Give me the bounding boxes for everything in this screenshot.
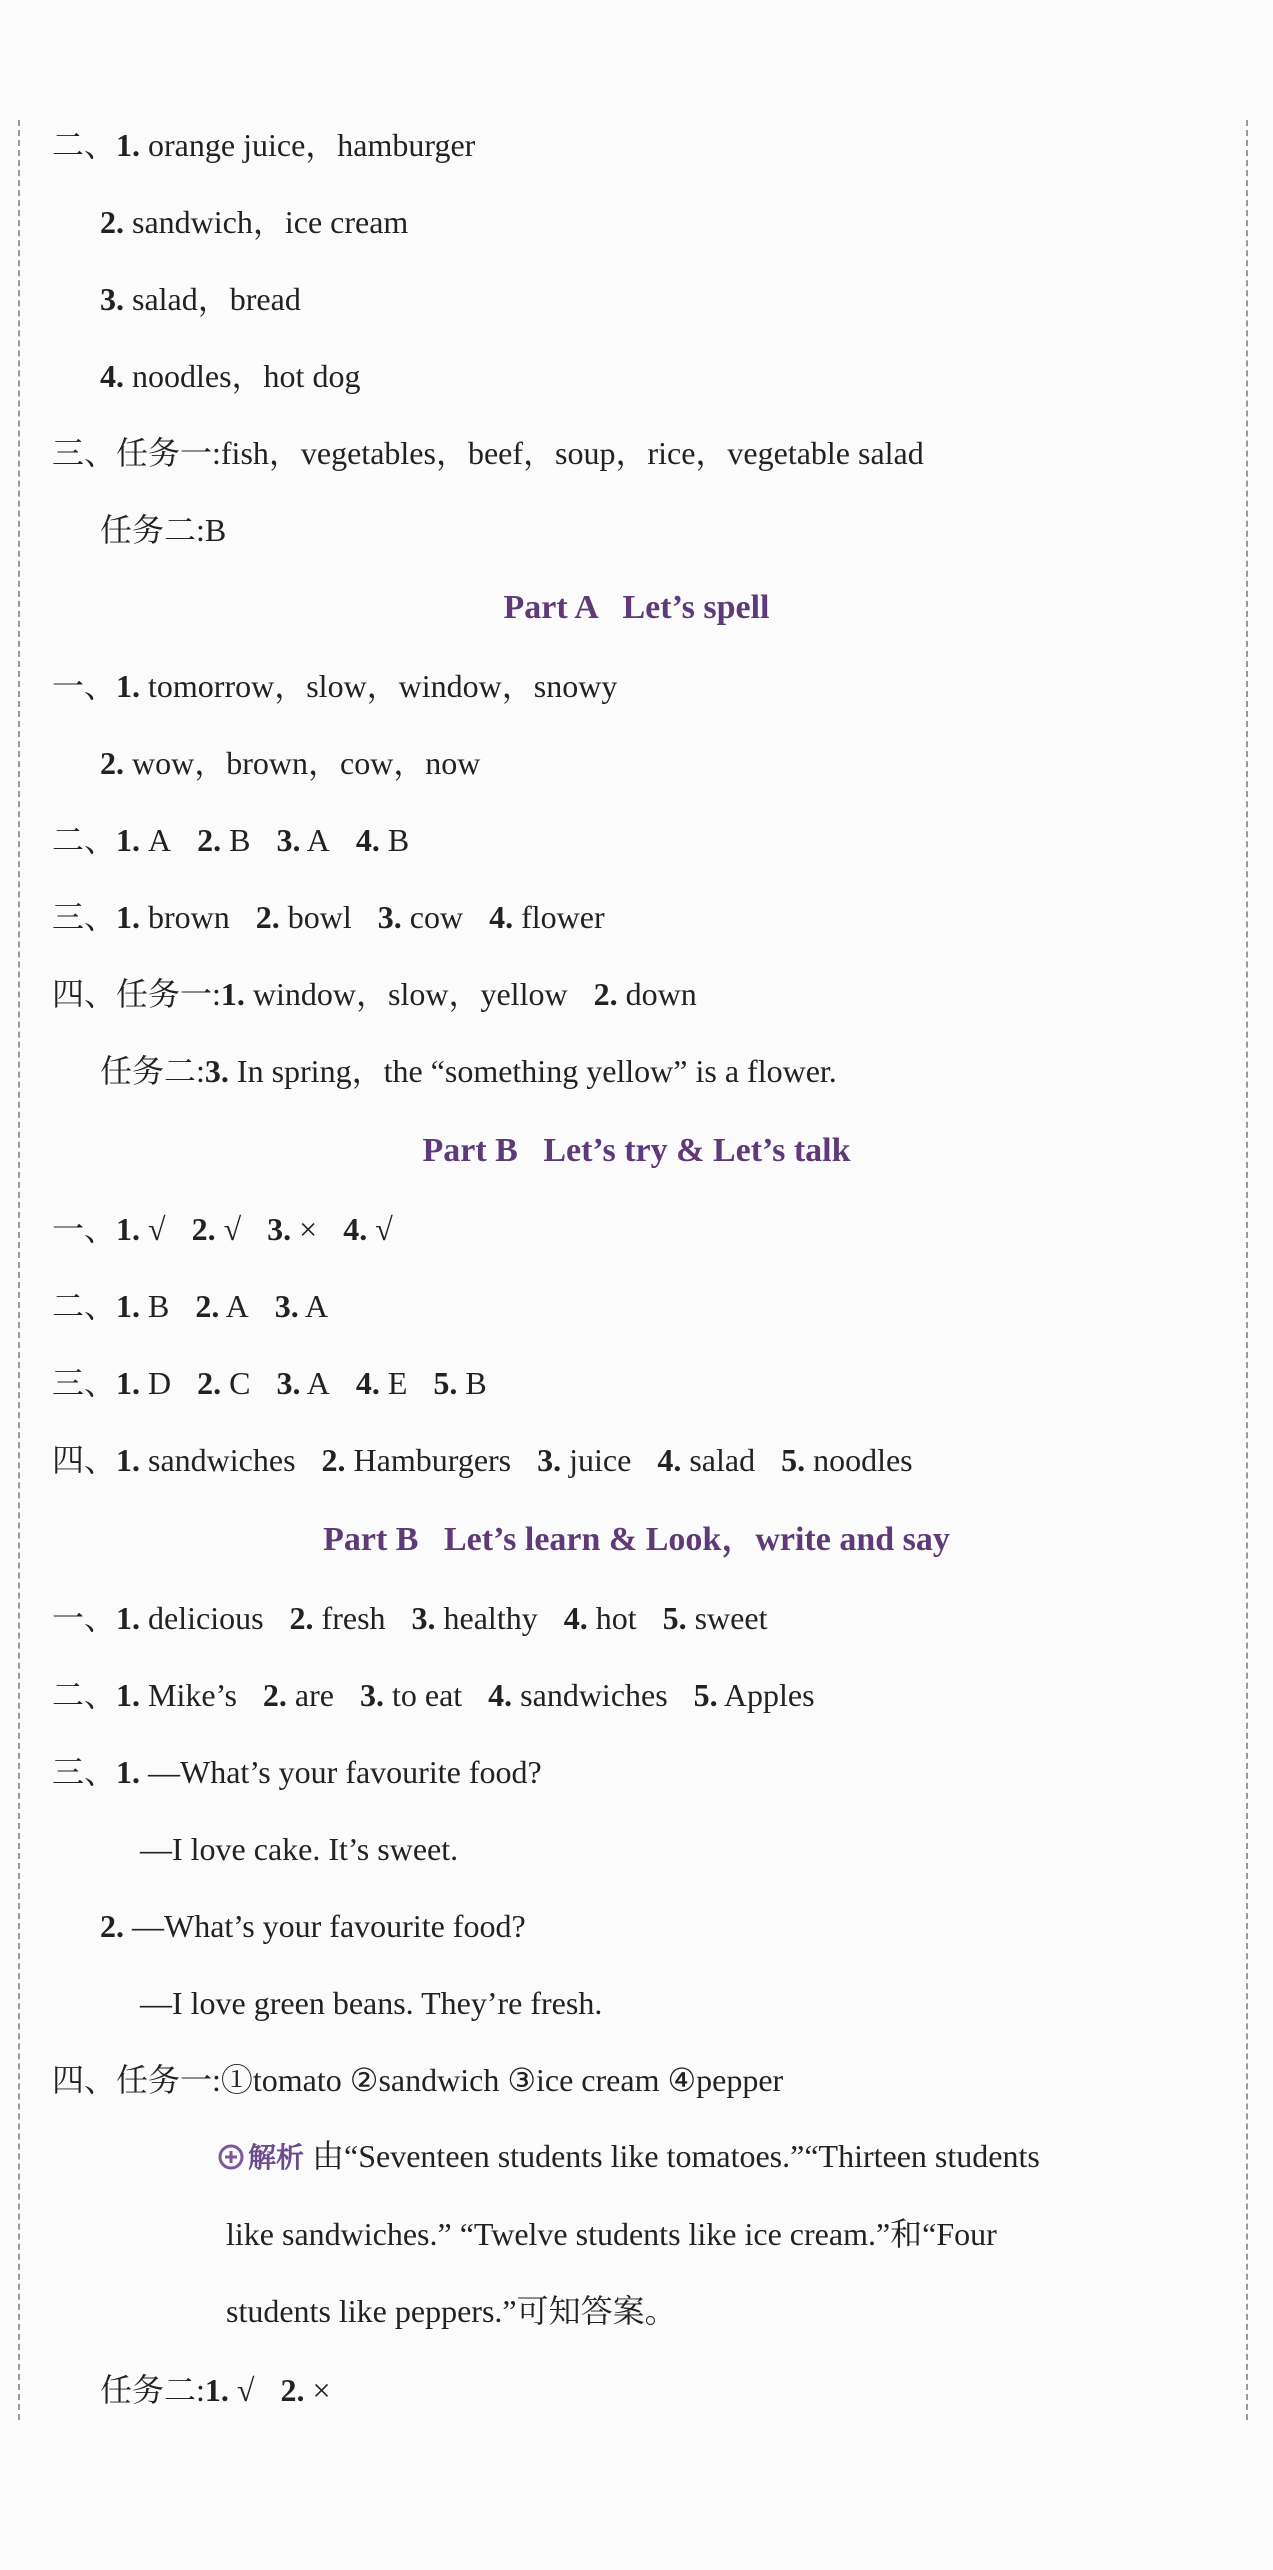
answer-line: —I love green beans. They’re fresh. (140, 1985, 603, 2021)
answer-line: 二、1. Mike’s 2. are 3. to eat 4. sandwiches 5. Apples (52, 1677, 815, 1713)
answer-line: 一、1. tomorrow，slow，window，snowy (52, 668, 618, 704)
answer-line: 2. sandwich，ice cream (100, 204, 409, 240)
answer-line: 任务二:1. √ 2. × (100, 2372, 331, 2408)
answer-line: 二、1. orange juice，hamburger (52, 127, 476, 163)
answer-line: 3. salad，bread (100, 281, 301, 317)
answer-line: 四、任务一:1. window，slow，yellow 2. down (52, 976, 697, 1012)
answer-line: 二、1. B 2. A 3. A (52, 1288, 329, 1324)
analysis-paragraph (226, 2118, 1216, 2350)
answer-line: 二、1. A 2. B 3. A 4. B (52, 822, 410, 858)
answer-line: 三、任务一:fish，vegetables，beef，soup，rice，vegetable salad (52, 435, 924, 471)
right-binding-rule (1246, 120, 1248, 2420)
section-heading: Part B Let’s try & Let’s talk (422, 1132, 851, 1169)
answer-line: 三、1. —What’s your favourite food? (52, 1754, 542, 1790)
analysis-line: 解析 由“Seventeen students like tomatoes.”“Thirteen students (218, 2118, 1216, 2196)
answer-line: 任务二:3. In spring，the “something yellow” is a flower. (100, 1053, 837, 1089)
section-heading: Part B Let’s learn & Look，write and say (323, 1521, 950, 1558)
answer-line: 三、1. D 2. C 3. A 4. E 5. B (52, 1365, 487, 1401)
left-binding-rule (18, 120, 20, 2420)
answer-line: 2. wow，brown，cow，now (100, 745, 481, 781)
answer-line: 四、1. sandwiches 2. Hamburgers 3. juice 4. salad 5. noodles (52, 1442, 913, 1478)
section-heading: Part A Let’s spell (503, 589, 770, 626)
answer-line: 2. —What’s your favourite food? (100, 1908, 526, 1944)
answer-line: 一、1. delicious 2. fresh 3. healthy 4. hot 5. sweet (52, 1600, 768, 1636)
analysis-line: like sandwiches.” “Twelve students like ice cream.”和“Four (226, 2216, 997, 2252)
analysis-icon (218, 2144, 244, 2170)
answer-line: 一、1. √ 2. √ 3. × 4. √ (52, 1211, 393, 1247)
answer-line: 四、任务一:①tomato ②sandwich ③ice cream ④pepper (52, 2062, 784, 2098)
answer-line: —I love cake. It’s sweet. (140, 1831, 459, 1867)
answer-line: 任务二:B (100, 512, 227, 548)
analysis-line: students like peppers.”可知答案。 (226, 2293, 677, 2329)
answer-line: 4. noodles，hot dog (100, 358, 361, 394)
analysis-label: 解析 (248, 2141, 305, 2174)
answer-line: 三、1. brown 2. bowl 3. cow 4. flower (52, 899, 605, 935)
